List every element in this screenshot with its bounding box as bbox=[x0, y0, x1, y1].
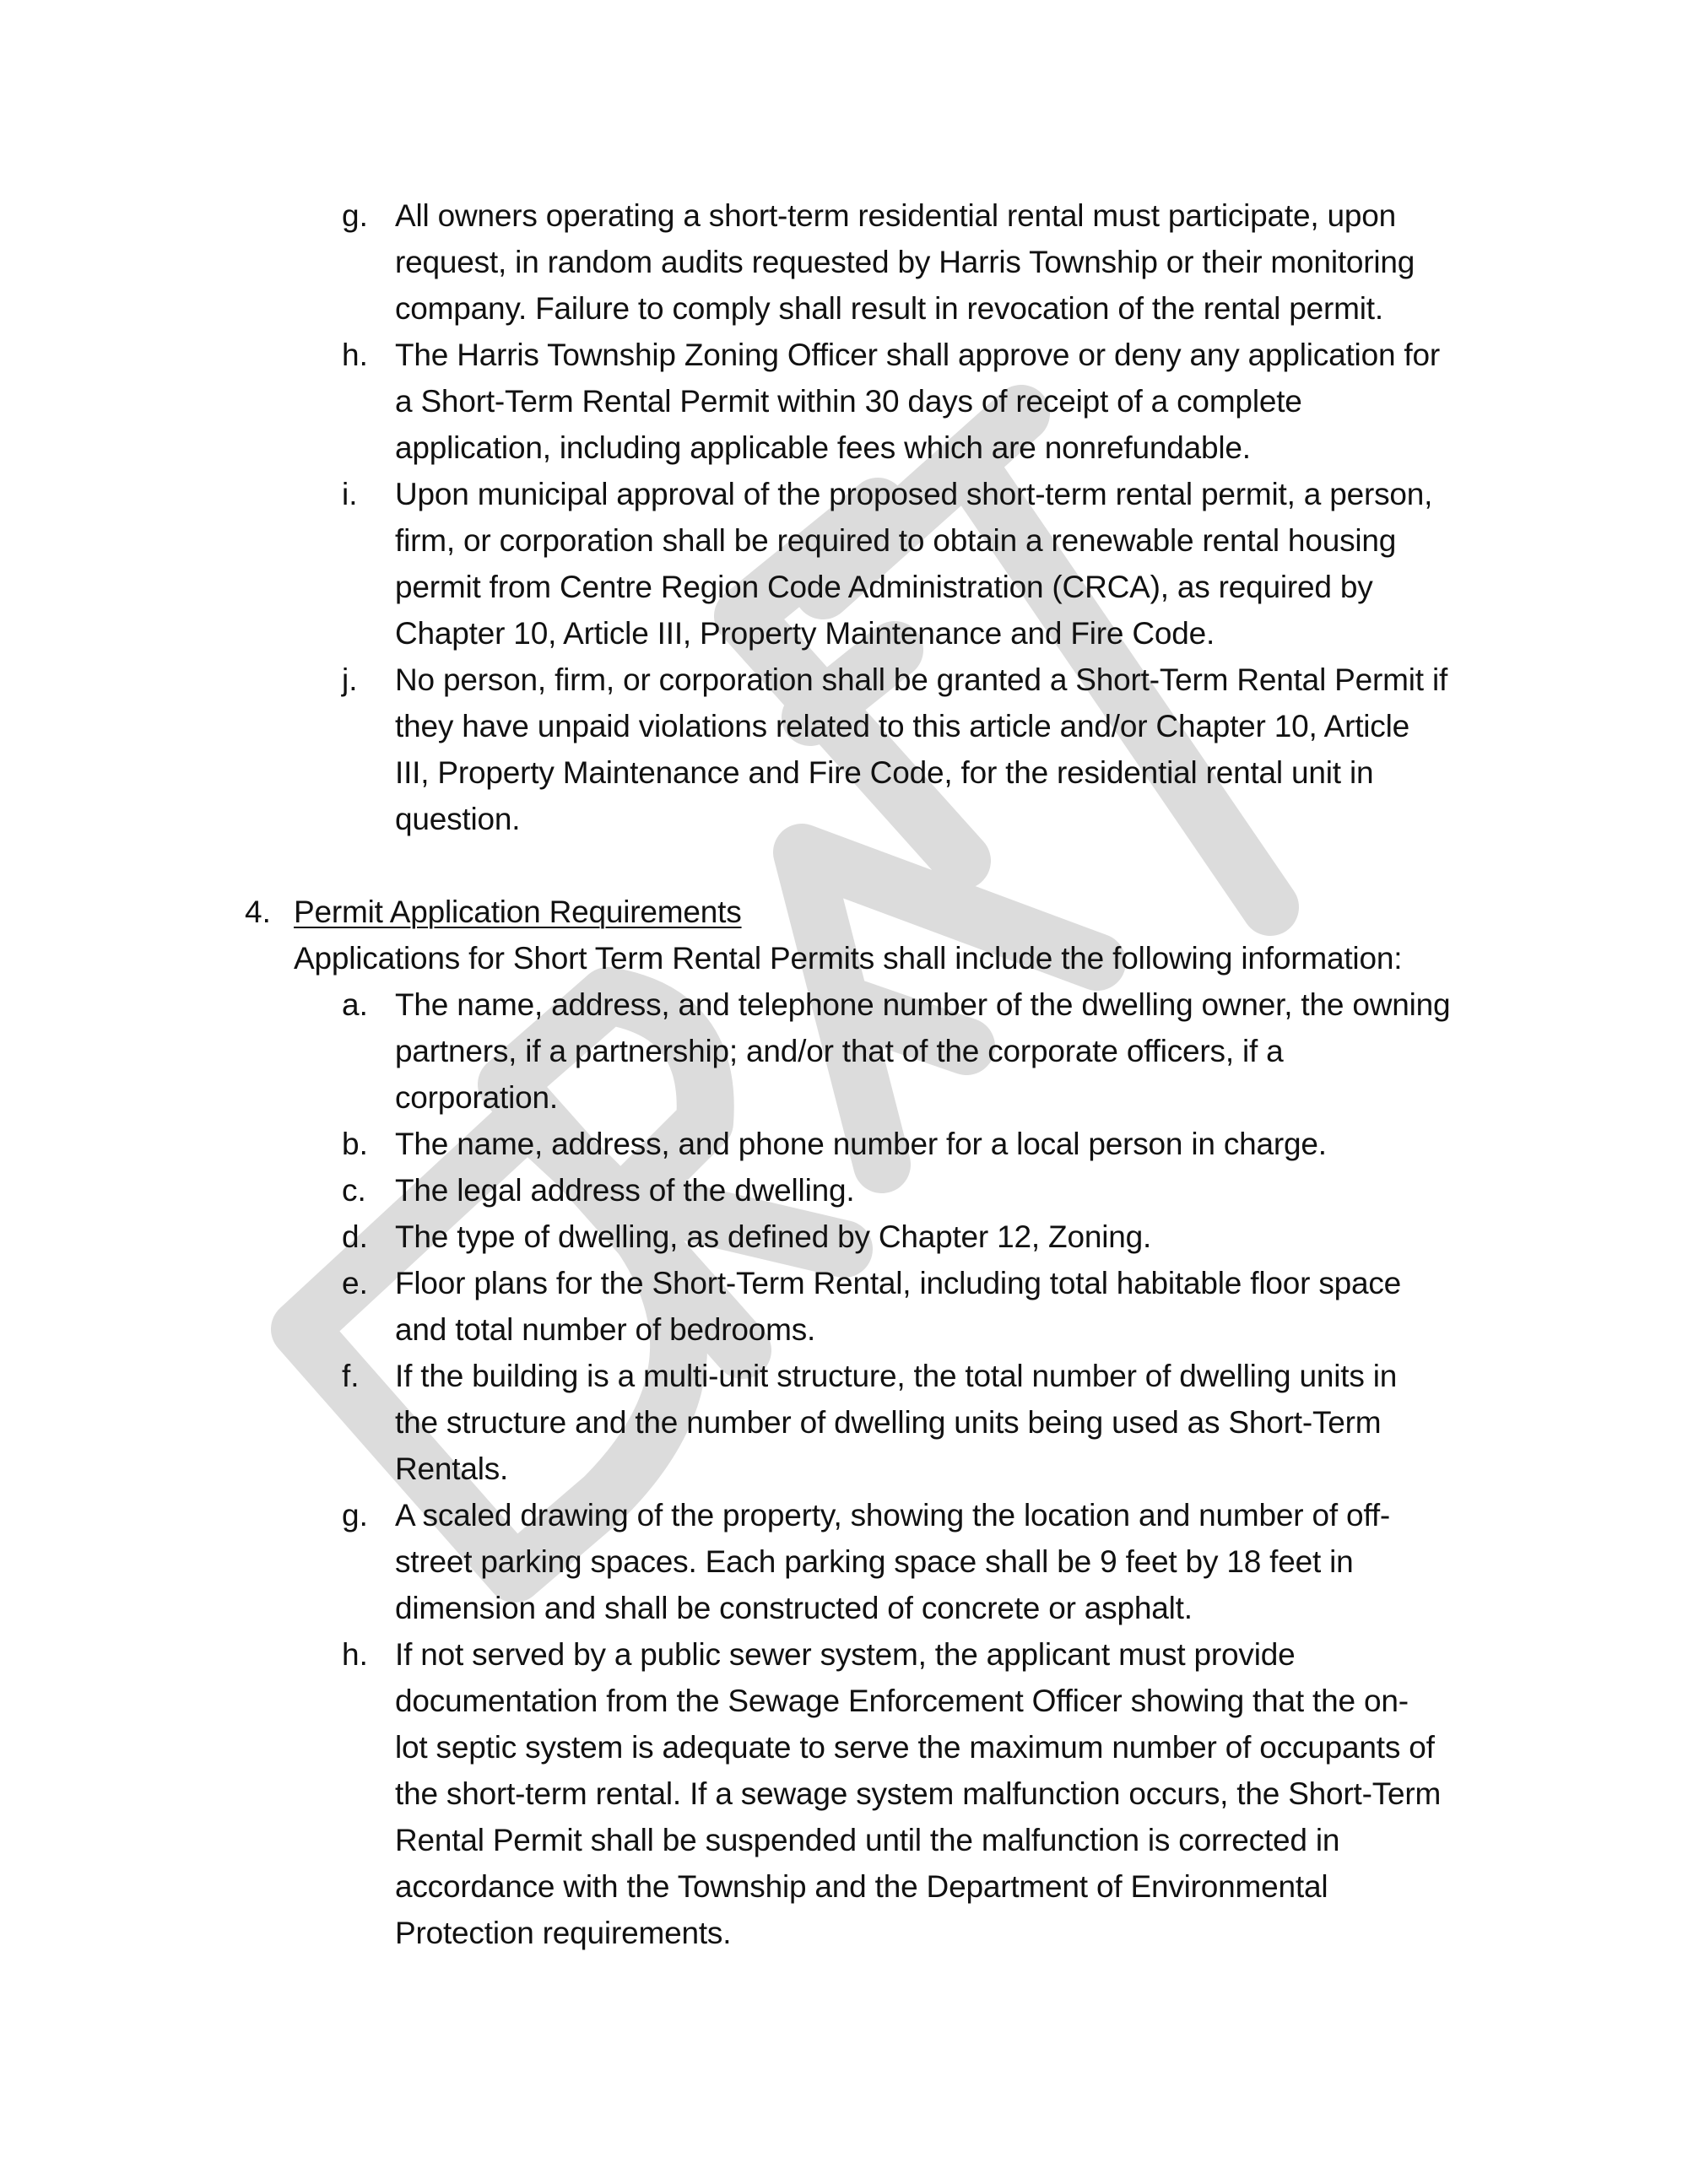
list-item-text: The legal address of the dwelling. bbox=[395, 1173, 855, 1208]
list-item-text: lot septic system is adequate to serve the maximum number of occupants of bbox=[395, 1730, 1435, 1765]
list-marker: a. bbox=[342, 987, 368, 1022]
list-item-text: street parking spaces. Each parking space shall be 9 feet by 18 feet in bbox=[395, 1544, 1354, 1579]
list-item-text: documentation from the Sewage Enforcement Officer showing that the on- bbox=[395, 1684, 1409, 1718]
list-item-text: firm, or corporation shall be required to obtain a renewable rental housing bbox=[395, 523, 1397, 558]
list-item-text: Rental Permit shall be suspended until the malfunction is corrected in bbox=[395, 1823, 1340, 1857]
section-number: 4. bbox=[245, 895, 271, 929]
list-marker: i. bbox=[342, 477, 358, 511]
list-item-text: dimension and shall be constructed of concrete or asphalt. bbox=[395, 1591, 1193, 1625]
list-item-text: partners, if a partnership; and/or that of the corporate officers, if a bbox=[395, 1034, 1284, 1068]
list-item-text: Protection requirements. bbox=[395, 1916, 732, 1950]
list-item-text: Chapter 10, Article III, Property Maintenance and Fire Code. bbox=[395, 616, 1215, 651]
list-item-text: accordance with the Township and the Department of Environmental bbox=[395, 1869, 1328, 1904]
list-item-text: No person, firm, or corporation shall be granted a Short-Term Rental Permit if bbox=[395, 662, 1448, 697]
list-item-text: and total number of bedrooms. bbox=[395, 1312, 816, 1347]
list-item-text: Rentals. bbox=[395, 1451, 509, 1486]
list-item-text: company. Failure to comply shall result in revocation of the rental permit. bbox=[395, 291, 1383, 326]
list-item-text: All owners operating a short-term residential rental must participate, upon bbox=[395, 198, 1397, 233]
section-heading: Permit Application Requirements bbox=[294, 895, 742, 929]
list-item-text: The name, address, and phone number for a local person in charge. bbox=[395, 1127, 1327, 1161]
list-item-text: the short-term rental. If a sewage system malfunction occurs, the Short-Term bbox=[395, 1776, 1442, 1811]
list-item-text: permit from Centre Region Code Administration (CRCA), as required by bbox=[395, 570, 1373, 604]
list-item-text: they have unpaid violations related to this article and/or Chapter 10, Article bbox=[395, 709, 1410, 743]
list-marker: h. bbox=[342, 338, 368, 372]
list-item-text: If the building is a multi-unit structure, the total number of dwelling units in bbox=[395, 1359, 1398, 1393]
list-marker: b. bbox=[342, 1127, 368, 1161]
list-item-text: a Short-Term Rental Permit within 30 days of receipt of a complete bbox=[395, 384, 1302, 419]
list-marker: c. bbox=[342, 1173, 366, 1208]
list-marker: j. bbox=[342, 662, 358, 697]
list-item-text: III, Property Maintenance and Fire Code, for the residential rental unit in bbox=[395, 755, 1374, 790]
list-marker: f. bbox=[342, 1359, 360, 1393]
list-item-text: application, including applicable fees which are nonrefundable. bbox=[395, 430, 1251, 465]
list-marker: g. bbox=[342, 198, 368, 233]
list-item-text: question. bbox=[395, 802, 521, 836]
list-marker: e. bbox=[342, 1266, 368, 1300]
list-item-text: the structure and the number of dwelling units being used as Short-Term bbox=[395, 1405, 1382, 1440]
list-item-text: A scaled drawing of the property, showing the location and number of off- bbox=[395, 1498, 1391, 1533]
list-marker: d. bbox=[342, 1219, 368, 1254]
list-item-text: corporation. bbox=[395, 1080, 558, 1115]
list-item-text: The name, address, and telephone number of the dwelling owner, the owning bbox=[395, 987, 1451, 1022]
list-item-text: Floor plans for the Short-Term Rental, including total habitable floor space bbox=[395, 1266, 1402, 1300]
list-item-text: The type of dwelling, as defined by Chapter 12, Zoning. bbox=[395, 1219, 1152, 1254]
list-item-text: If not served by a public sewer system, the applicant must provide bbox=[395, 1637, 1296, 1672]
list-item-text: Upon municipal approval of the proposed short-term rental permit, a person, bbox=[395, 477, 1433, 511]
section-intro: Applications for Short Term Rental Permits shall include the following information: bbox=[294, 941, 1403, 976]
list-marker: g. bbox=[342, 1498, 368, 1533]
list-marker: h. bbox=[342, 1637, 368, 1672]
list-item-text: The Harris Township Zoning Officer shall approve or deny any application for bbox=[395, 338, 1440, 372]
list-item-text: request, in random audits requested by Harris Township or their monitoring bbox=[395, 245, 1415, 279]
